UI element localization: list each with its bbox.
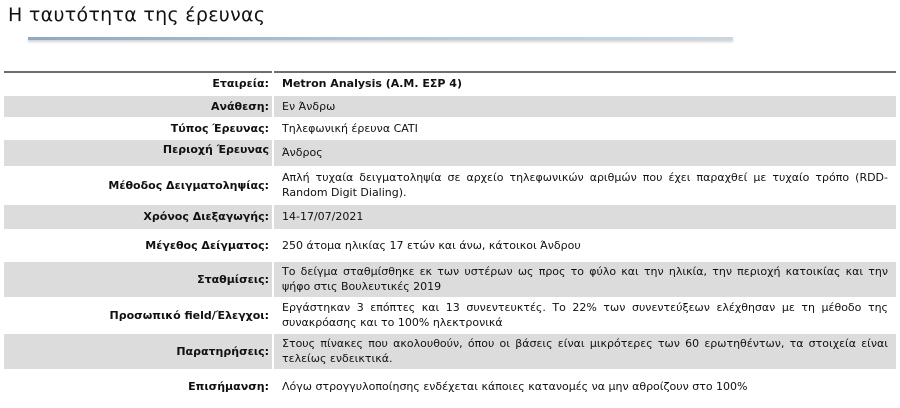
table-row-fieldwork-date (4, 204, 896, 229)
table-row-company (4, 72, 896, 95)
page-title: Η ταυτότητα της έρευνας (8, 4, 266, 26)
row-label-sampling-method: Μέθοδος Δειγματοληψίας: (4, 166, 273, 204)
row-value-survey-type: Τηλεφωνική έρευνα CATI (273, 117, 896, 139)
row-label-commission: Ανάθεση: (4, 95, 273, 117)
row-value-survey-area: Άνδρος (273, 139, 896, 166)
row-value-company: Metron Analysis (Α.Μ. ΕΣΡ 4) (282, 77, 462, 91)
row-label-remarks: Παρατηρήσεις: (4, 333, 273, 369)
table-row-note (4, 369, 896, 403)
row-label-weighting: Σταθμίσεις: (4, 261, 273, 297)
table-row-weighting (4, 261, 896, 297)
row-value-commission: Εν Άνδρω (273, 95, 896, 117)
row-label-note: Επισήμανση: (4, 369, 273, 403)
table-row-sample-size (4, 229, 896, 261)
row-value-weighting: Το δείγμα σταθμίσθηκε εκ των υστέρων ως προς το φύλο και την ηλικία, την περιοχή κατοικίας και την ψήφο στις Βουλευτικές 2019 (273, 261, 896, 297)
survey-identity-table (4, 71, 896, 404)
table-row-survey-area (4, 139, 896, 166)
row-label-company: Εταιρεία: (4, 72, 273, 95)
row-value-sample-size: 250 άτομα ηλικίας 17 ετών και άνω, κάτοικοι Άνδρου (273, 229, 896, 261)
row-value-sampling-method: Απλή τυχαία δειγματοληψία σε αρχείο τηλεφωνικών αριθμών που έχει παραχθεί με τυχαίο τρόπο (RDD-Random Digit Dialing). (273, 166, 896, 204)
title-underline (28, 37, 733, 40)
row-label-fieldwork-date: Χρόνος Διεξαγωγής: (4, 204, 273, 229)
table-row-field-staff (4, 297, 896, 333)
row-value-note: Λόγω στρογγυλοποίησης ενδέχεται κάποιες κατανομές να μην αθροίζουν στο 100% (273, 369, 896, 403)
row-value-fieldwork-date: 14-17/07/2021 (273, 204, 896, 229)
row-value-field-staff: Εργάστηκαν 3 επόπτες και 13 συνεντευκτές. Το 22% των συνεντεύξεων ελέχθησαν με τη μέθοδο της συνακρόασης και το 100% ηλεκτρονικά (273, 297, 896, 333)
table-row-survey-type (4, 117, 896, 139)
table-row-commission (4, 95, 896, 117)
row-value-remarks: Στους πίνακες που ακολουθούν, όπου οι βάσεις είναι μικρότερες των 60 ερωτηθέντων, τα στοιχεία είναι τελείως ενδεικτικά. (273, 333, 896, 369)
row-label-sample-size: Μέγεθος Δείγματος: (4, 229, 273, 261)
row-label-survey-area: Περιοχή Έρευνας (4, 139, 273, 166)
row-label-field-staff: Προσωπικό field/Έλεγχοι: (4, 297, 273, 333)
table-row-remarks (4, 333, 896, 369)
row-label-survey-type: Τύπος Έρευνας: (4, 117, 273, 139)
table-row-sampling-method (4, 166, 896, 204)
